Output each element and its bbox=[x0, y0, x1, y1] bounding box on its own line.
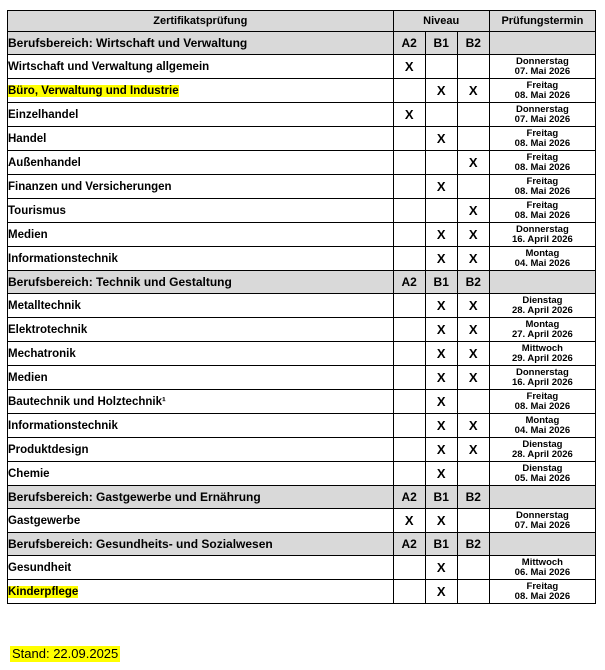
level-b2-mark bbox=[457, 462, 489, 486]
exam-date: 08. Mai 2026 bbox=[514, 161, 571, 173]
section-title: Berufsbereich: Gastgewerbe und Ernährung bbox=[8, 486, 394, 509]
level-b1-mark: X bbox=[425, 438, 457, 462]
level-b1-mark bbox=[425, 55, 457, 79]
level-b2-mark: X bbox=[457, 199, 489, 223]
table-row bbox=[8, 580, 596, 604]
exam-weekday: Donnerstag bbox=[515, 366, 569, 378]
table-row bbox=[8, 294, 596, 318]
section-level-label: A2 bbox=[393, 271, 425, 294]
table-row bbox=[8, 247, 596, 271]
level-a2-mark bbox=[393, 390, 425, 414]
level-a2-mark bbox=[393, 556, 425, 580]
table-row bbox=[8, 366, 596, 390]
exam-weekday: Mittwoch bbox=[521, 556, 563, 568]
exam-name: Kinderpflege bbox=[8, 585, 79, 598]
exam-weekday: Freitag bbox=[526, 580, 559, 592]
level-a2-mark bbox=[393, 438, 425, 462]
exam-date: 05. Mai 2026 bbox=[514, 472, 571, 484]
level-b2-mark: X bbox=[457, 342, 489, 366]
exam-name-cell bbox=[8, 175, 394, 199]
exam-name: Mechatronik bbox=[8, 347, 76, 360]
exam-date-cell bbox=[489, 151, 595, 175]
table-row bbox=[8, 223, 596, 247]
exam-name: Wirtschaft und Verwaltung allgemein bbox=[8, 60, 210, 73]
level-a2-mark: X bbox=[393, 55, 425, 79]
exam-date: 08. Mai 2026 bbox=[514, 89, 571, 101]
level-b2-mark: X bbox=[457, 79, 489, 103]
level-a2-mark bbox=[393, 223, 425, 247]
section-level-label: B1 bbox=[425, 486, 457, 509]
section-date-empty bbox=[489, 533, 595, 556]
header-date: Prüfungstermin bbox=[489, 11, 595, 32]
exam-date-cell bbox=[489, 462, 595, 486]
exam-date-cell bbox=[489, 223, 595, 247]
level-b2-mark: X bbox=[457, 223, 489, 247]
exam-name: Gastgewerbe bbox=[8, 514, 81, 527]
level-a2-mark bbox=[393, 318, 425, 342]
level-b2-mark: X bbox=[457, 414, 489, 438]
level-a2-mark: X bbox=[393, 103, 425, 127]
level-b1-mark: X bbox=[425, 294, 457, 318]
exam-weekday: Freitag bbox=[526, 127, 559, 139]
table-row bbox=[8, 318, 596, 342]
table-row bbox=[8, 462, 596, 486]
exam-date-cell bbox=[489, 294, 595, 318]
table-row bbox=[8, 199, 596, 223]
exam-name: Medien bbox=[8, 371, 48, 384]
exam-date: 08. Mai 2026 bbox=[514, 209, 571, 221]
exam-name-cell bbox=[8, 79, 394, 103]
section-header-row bbox=[8, 32, 596, 55]
exam-date-cell bbox=[489, 318, 595, 342]
level-a2-mark bbox=[393, 127, 425, 151]
exam-name-cell bbox=[8, 318, 394, 342]
level-b1-mark: X bbox=[425, 342, 457, 366]
exam-weekday: Montag bbox=[525, 247, 560, 259]
exam-name: Medien bbox=[8, 228, 48, 241]
exam-date: 16. April 2026 bbox=[511, 233, 573, 245]
level-b1-mark: X bbox=[425, 509, 457, 533]
level-b1-mark bbox=[425, 199, 457, 223]
exam-date: 28. April 2026 bbox=[511, 304, 573, 316]
exam-name: Chemie bbox=[8, 467, 50, 480]
section-date-empty bbox=[489, 486, 595, 509]
table-row bbox=[8, 151, 596, 175]
exam-weekday: Donnerstag bbox=[515, 55, 569, 67]
exam-date-cell bbox=[489, 175, 595, 199]
table-row bbox=[8, 390, 596, 414]
exam-weekday: Montag bbox=[525, 318, 560, 330]
exam-weekday: Freitag bbox=[526, 199, 559, 211]
exam-name: Tourismus bbox=[8, 204, 66, 217]
exam-name-cell bbox=[8, 414, 394, 438]
level-b1-mark bbox=[425, 151, 457, 175]
level-a2-mark bbox=[393, 151, 425, 175]
level-b1-mark: X bbox=[425, 414, 457, 438]
level-b1-mark: X bbox=[425, 247, 457, 271]
header-exam: Zertifikatsprüfung bbox=[8, 11, 394, 32]
exam-name: Außenhandel bbox=[8, 156, 81, 169]
exam-weekday: Dienstag bbox=[522, 294, 563, 306]
section-level-label: B1 bbox=[425, 533, 457, 556]
exam-date-cell bbox=[489, 342, 595, 366]
header-level: Niveau bbox=[393, 11, 489, 32]
section-title: Berufsbereich: Wirtschaft und Verwaltung bbox=[8, 32, 394, 55]
exam-name-cell bbox=[8, 438, 394, 462]
exam-name: Bautechnik und Holztechnik¹ bbox=[8, 395, 166, 408]
exam-name: Produktdesign bbox=[8, 443, 89, 456]
exam-date: 27. April 2026 bbox=[511, 328, 573, 340]
level-a2-mark bbox=[393, 79, 425, 103]
exam-date: 29. April 2026 bbox=[511, 352, 573, 364]
exam-date: 04. Mai 2026 bbox=[514, 257, 571, 269]
exam-date-cell bbox=[489, 438, 595, 462]
exam-date-cell bbox=[489, 556, 595, 580]
level-b2-mark bbox=[457, 580, 489, 604]
level-a2-mark bbox=[393, 366, 425, 390]
level-b1-mark: X bbox=[425, 223, 457, 247]
level-a2-mark bbox=[393, 580, 425, 604]
exam-name-cell bbox=[8, 556, 394, 580]
level-b2-mark bbox=[457, 556, 489, 580]
exam-date-cell bbox=[489, 390, 595, 414]
exam-date: 07. Mai 2026 bbox=[514, 113, 571, 125]
section-level-label: B1 bbox=[425, 271, 457, 294]
exam-weekday: Mittwoch bbox=[521, 342, 563, 354]
exam-date: 07. Mai 2026 bbox=[514, 65, 571, 77]
exam-date-cell bbox=[489, 199, 595, 223]
exam-date-cell bbox=[489, 580, 595, 604]
exam-weekday: Donnerstag bbox=[515, 509, 569, 521]
level-a2-mark bbox=[393, 462, 425, 486]
exam-weekday: Donnerstag bbox=[515, 103, 569, 115]
level-b2-mark bbox=[457, 509, 489, 533]
exam-name: Gesundheit bbox=[8, 561, 72, 574]
exam-name-cell bbox=[8, 294, 394, 318]
section-level-label: B1 bbox=[425, 32, 457, 55]
section-level-label: B2 bbox=[457, 486, 489, 509]
section-date-empty bbox=[489, 271, 595, 294]
exam-weekday: Donnerstag bbox=[515, 223, 569, 235]
exam-date-cell bbox=[489, 127, 595, 151]
section-title: Berufsbereich: Gesundheits- und Sozialwesen bbox=[8, 533, 394, 556]
exam-date: 08. Mai 2026 bbox=[514, 185, 571, 197]
exam-name: Metalltechnik bbox=[8, 299, 81, 312]
exam-name: Finanzen und Versicherungen bbox=[8, 180, 172, 193]
section-level-label: A2 bbox=[393, 32, 425, 55]
exam-name-cell bbox=[8, 366, 394, 390]
level-b2-mark bbox=[457, 175, 489, 199]
exam-name-cell bbox=[8, 247, 394, 271]
level-a2-mark bbox=[393, 175, 425, 199]
exam-name-cell bbox=[8, 342, 394, 366]
exam-date: 28. April 2026 bbox=[511, 448, 573, 460]
section-level-label: B2 bbox=[457, 32, 489, 55]
level-a2-mark bbox=[393, 414, 425, 438]
exam-date-cell bbox=[489, 414, 595, 438]
level-b1-mark: X bbox=[425, 556, 457, 580]
table-row bbox=[8, 55, 596, 79]
level-b2-mark: X bbox=[457, 294, 489, 318]
exam-name: Informationstechnik bbox=[8, 252, 118, 265]
exam-date-cell bbox=[489, 79, 595, 103]
exam-date-cell bbox=[489, 103, 595, 127]
exam-name: Büro, Verwaltung und Industrie bbox=[8, 84, 179, 97]
exam-name-cell bbox=[8, 390, 394, 414]
exam-name-cell bbox=[8, 103, 394, 127]
level-a2-mark: X bbox=[393, 509, 425, 533]
section-header-row bbox=[8, 533, 596, 556]
section-header-row bbox=[8, 486, 596, 509]
exam-date-cell bbox=[489, 509, 595, 533]
section-level-label: B2 bbox=[457, 271, 489, 294]
level-b2-mark bbox=[457, 127, 489, 151]
level-b1-mark: X bbox=[425, 79, 457, 103]
exam-schedule-table bbox=[7, 10, 596, 604]
exam-weekday: Freitag bbox=[526, 79, 559, 91]
exam-date: 04. Mai 2026 bbox=[514, 424, 571, 436]
exam-name-cell bbox=[8, 151, 394, 175]
table-header-row bbox=[8, 11, 596, 32]
level-b1-mark: X bbox=[425, 175, 457, 199]
exam-date: 08. Mai 2026 bbox=[514, 590, 571, 602]
table-row bbox=[8, 103, 596, 127]
level-b2-mark: X bbox=[457, 438, 489, 462]
exam-name-cell bbox=[8, 223, 394, 247]
exam-date-cell bbox=[489, 366, 595, 390]
section-level-label: B2 bbox=[457, 533, 489, 556]
level-b1-mark: X bbox=[425, 390, 457, 414]
exam-date: 08. Mai 2026 bbox=[514, 400, 571, 412]
exam-date: 16. April 2026 bbox=[511, 376, 573, 388]
exam-weekday: Dienstag bbox=[522, 462, 563, 474]
section-level-label: A2 bbox=[393, 486, 425, 509]
exam-date: 08. Mai 2026 bbox=[514, 137, 571, 149]
level-b2-mark bbox=[457, 55, 489, 79]
exam-name-cell bbox=[8, 462, 394, 486]
level-b2-mark bbox=[457, 103, 489, 127]
exam-name: Einzelhandel bbox=[8, 108, 79, 121]
exam-weekday: Freitag bbox=[526, 390, 559, 402]
table-row bbox=[8, 79, 596, 103]
table-row bbox=[8, 175, 596, 199]
exam-date: 06. Mai 2026 bbox=[514, 566, 571, 578]
exam-weekday: Freitag bbox=[526, 175, 559, 187]
exam-name-cell bbox=[8, 580, 394, 604]
exam-weekday: Dienstag bbox=[522, 438, 563, 450]
level-a2-mark bbox=[393, 294, 425, 318]
level-b1-mark: X bbox=[425, 462, 457, 486]
level-b1-mark: X bbox=[425, 127, 457, 151]
exam-name-cell bbox=[8, 199, 394, 223]
exam-name-cell bbox=[8, 55, 394, 79]
exam-weekday: Freitag bbox=[526, 151, 559, 163]
level-b1-mark: X bbox=[425, 366, 457, 390]
table-row bbox=[8, 556, 596, 580]
table-row bbox=[8, 414, 596, 438]
exam-date-cell bbox=[489, 247, 595, 271]
footer-stand: Stand: 22.09.2025 bbox=[12, 646, 119, 661]
table-row bbox=[8, 342, 596, 366]
table-row bbox=[8, 438, 596, 462]
level-b1-mark: X bbox=[425, 580, 457, 604]
exam-name: Informationstechnik bbox=[8, 419, 118, 432]
exam-date: 07. Mai 2026 bbox=[514, 519, 571, 531]
level-b1-mark: X bbox=[425, 318, 457, 342]
level-a2-mark bbox=[393, 342, 425, 366]
level-a2-mark bbox=[393, 247, 425, 271]
table-row bbox=[8, 127, 596, 151]
level-b1-mark bbox=[425, 103, 457, 127]
exam-name-cell bbox=[8, 509, 394, 533]
level-b2-mark: X bbox=[457, 151, 489, 175]
section-level-label: A2 bbox=[393, 533, 425, 556]
level-a2-mark bbox=[393, 199, 425, 223]
level-b2-mark bbox=[457, 390, 489, 414]
exam-name: Elektrotechnik bbox=[8, 323, 88, 336]
exam-weekday: Montag bbox=[525, 414, 560, 426]
level-b2-mark: X bbox=[457, 247, 489, 271]
level-b2-mark: X bbox=[457, 366, 489, 390]
exam-name: Handel bbox=[8, 132, 47, 145]
table-row bbox=[8, 509, 596, 533]
section-date-empty bbox=[489, 32, 595, 55]
section-header-row bbox=[8, 271, 596, 294]
exam-name-cell bbox=[8, 127, 394, 151]
section-title: Berufsbereich: Technik und Gestaltung bbox=[8, 271, 394, 294]
level-b2-mark: X bbox=[457, 318, 489, 342]
exam-date-cell bbox=[489, 55, 595, 79]
